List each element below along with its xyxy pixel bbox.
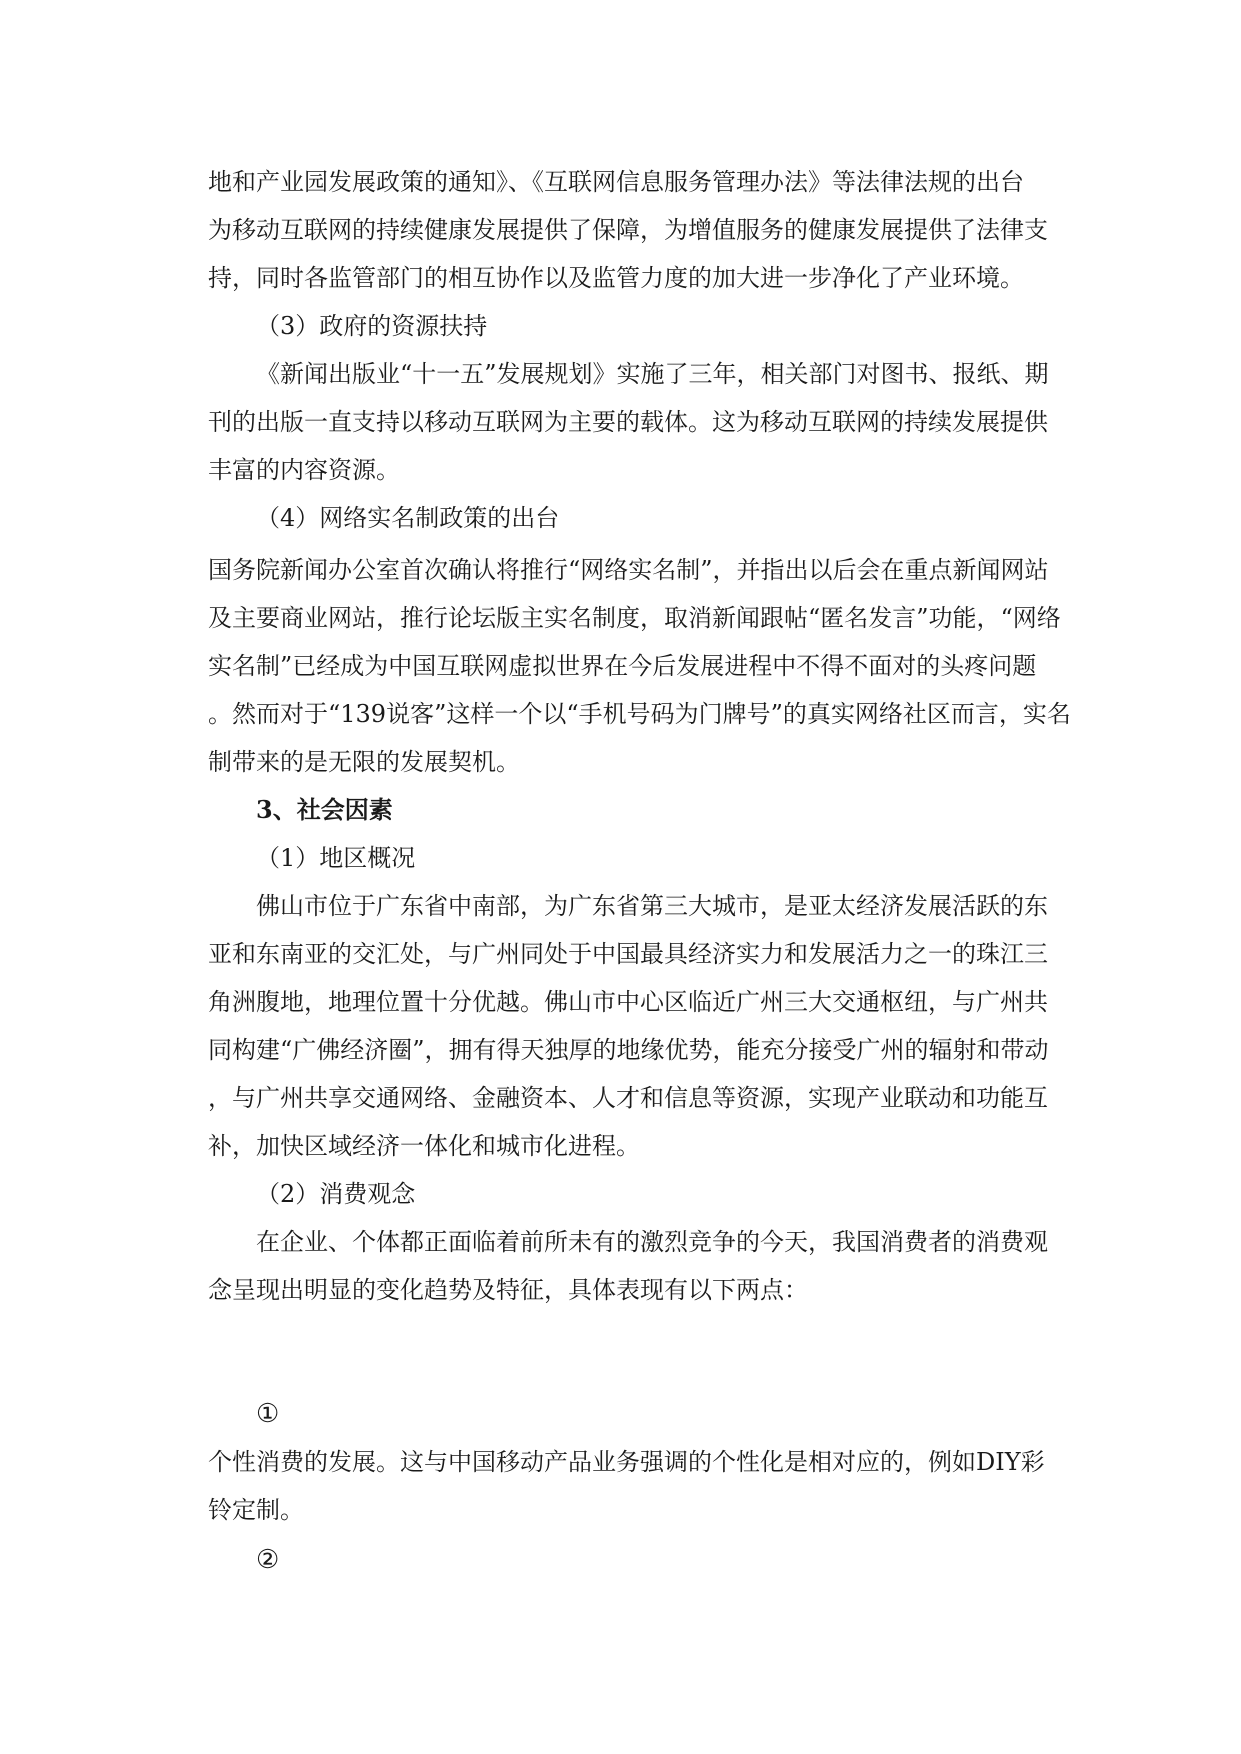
paragraph-line: 同构建“广佛经济圈”，拥有得天独厚的地缘优势，能充分接受广州的辐射和带动 [208,1036,1049,1064]
paragraph-line: 持，同时各监管部门的相互协作以及监管力度的加大进一步净化了产业环境。 [208,264,1024,292]
paragraph-line: 念呈现出明显的变化趋势及特征，具体表现有以下两点： [208,1276,808,1304]
subheading-region-overview: （1）地区概况 [256,844,416,872]
text-block-policy [208,158,1078,542]
paragraph-line: 补，加快区域经济一体化和城市化进程。 [208,1132,640,1160]
list-marker-2 [208,1536,1078,1584]
paragraph-line: 铃定制。 [208,1496,304,1524]
paragraph-line: 制带来的是无限的发展契机。 [208,748,520,776]
paragraph-line: 为移动互联网的持续健康发展提供了保障，为增值服务的健康发展提供了法律支 [208,216,1048,244]
paragraph-line: 《新闻出版业“十一五”发展规划》实施了三年，相关部门对图书、报纸、期 [256,360,1049,388]
paragraph-line: 及主要商业网站，推行论坛版主实名制度，取消新闻跟帖“匿名发言”功能，“网络 [208,604,1061,632]
subheading-real-name-policy: （4）网络实名制政策的出台 [256,504,560,532]
paragraph-line: 个性消费的发展。这与中国移动产品业务强调的个性化是相对应的，例如DIY彩 [208,1448,1045,1476]
paragraph-line: 佛山市位于广东省中南部，为广东省第三大城市，是亚太经济发展活跃的东 [256,892,1048,920]
paragraph-line: 亚和东南亚的交汇处，与广州同处于中国最具经济实力和发展活力之一的珠江三 [208,940,1048,968]
paragraph-line: 角洲腹地，地理位置十分优越。佛山市中心区临近广州三大交通枢纽，与广州共 [208,988,1048,1016]
paragraph-line: 在企业、个体都正面临着前所未有的激烈竞争的今天，我国消费者的消费观 [256,1228,1048,1256]
paragraph-line: ，与广州共享交通网络、金融资本、人才和信息等资源，实现产业联动和功能互 [208,1084,1048,1112]
paragraph-line: 。然而对于“139说客”这样一个以“手机号码为门牌号”的真实网络社区而言，实名 [208,700,1071,728]
paragraph-line: 刊的出版一直支持以移动互联网为主要的载体。这为移动互联网的持续发展提供 [208,408,1048,436]
subheading-consumption-concept: （2）消费观念 [256,1180,416,1208]
text-block-personalized [208,1438,1078,1534]
section-heading-social-factors: 3、社会因素 [256,795,393,824]
paragraph-line: 地和产业园发展政策的通知》、《互联网信息服务管理办法》等法律法规的出台 [208,168,1024,196]
circled-number-one: ① [256,1399,280,1429]
paragraph-line: 国务院新闻办公室首次确认将推行“网络实名制”，并指出以后会在重点新闻网站 [208,556,1049,584]
paragraph-line: 丰富的内容资源。 [208,456,400,484]
paragraph-line: 实名制”已经成为中国互联网虚拟世界在今后发展进程中不得不面对的头疼问题 [208,652,1037,680]
text-block-social [208,546,1078,1314]
circled-number-two: ② [256,1545,280,1575]
subheading-government-resources: （3）政府的资源扶持 [256,312,488,340]
list-marker-1 [208,1390,1078,1438]
